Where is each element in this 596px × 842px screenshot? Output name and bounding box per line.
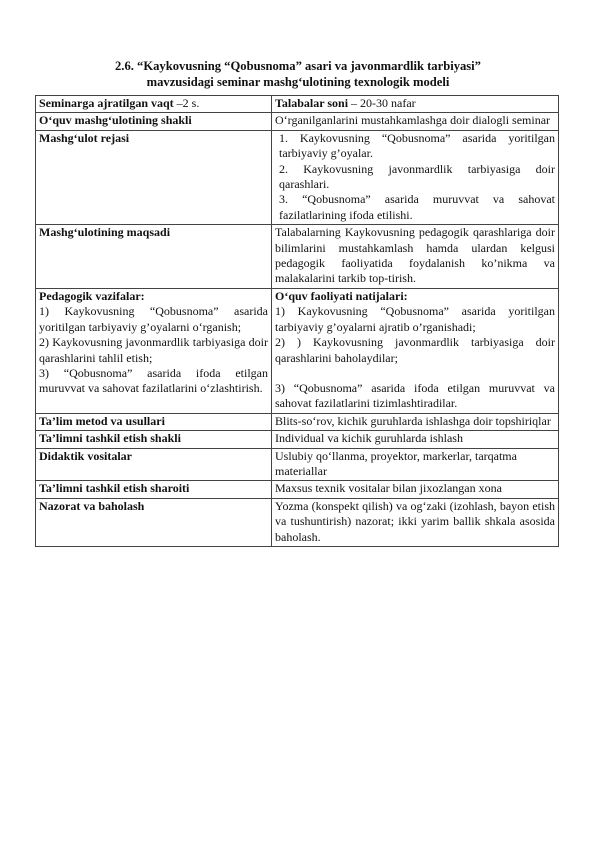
methods-value: Blits-so‘rov, kichik guruhlarda ishlashga doir topshiriqlar — [272, 413, 559, 430]
table-row — [36, 113, 559, 130]
students-count-label: Talabalar soni — [275, 96, 349, 110]
table-row — [36, 130, 559, 224]
organization-form-value: Individual va kichik guruhlarda ishlash — [272, 431, 559, 448]
lesson-goal-label: Mashg‘ulotining maqsadi — [36, 225, 272, 289]
lesson-plan-label: Mashg‘ulot rejasi — [36, 130, 272, 224]
assessment-label: Nazorat va baholash — [36, 498, 272, 546]
learning-outcomes-heading: O‘quv faoliyati natijalari: — [275, 288, 408, 303]
assessment-value: Yozma (konspekt qilish) va og‘zaki (izohlash, bayon etish va tushuntirish) nazorat; ikki yarim ballik shkala asosida baholash. — [272, 498, 559, 546]
outcome-item-1: 1) Kaykovusning “Qobusnoma” asarida yoritilgan tarbiyaviy g’oyalarni ajratib o’rganishadi; — [275, 304, 555, 334]
conditions-value: Maxsus texnik vositalar bilan jixozlangan xona — [272, 481, 559, 498]
table-row — [36, 431, 559, 448]
didactic-tools-label: Didaktik vositalar — [36, 448, 272, 481]
conditions-label: Ta’limni tashkil etish sharoiti — [36, 481, 272, 498]
table-row — [36, 481, 559, 498]
lesson-form-value: O‘rganilganlarini mustahkamlashga doir dialogli seminar — [272, 113, 559, 130]
lesson-goal-value: Talabalarning Kaykovusning pedagogik qarashlariga doir bilimlarini mustahkamlash hamda ulardan kelgusi pedagogik faoliyatida foydalanish ko’nikma va malakalarini tarkib top-tirish. — [272, 225, 559, 289]
students-count-cell — [272, 96, 559, 113]
lesson-plan-cell — [272, 130, 559, 224]
page-title — [40, 58, 556, 90]
learning-outcomes-cell — [272, 288, 559, 413]
organization-form-label: Ta’limni tashkil etish shakli — [36, 431, 272, 448]
title-line-2: mavzusidagi seminar mashg‘ulotining texnologik modeli — [146, 75, 450, 89]
pedagogical-tasks-heading: Pedagogik vazifalar: — [39, 288, 145, 303]
task-item-3: 3) “Qobusnoma” asarida ifoda etilgan muruvvat va sahovat fazilatlarini o‘zlashtirish. — [39, 365, 268, 396]
task-item-2: 2) Kaykovusning javonmardlik tarbiyasiga doir qarashlarini tahlil etish; — [39, 335, 268, 365]
outcome-item-2: 2) ) Kaykovusning javonmardlik tarbiyasiga doir qarashlarini baholaydilar; — [275, 335, 555, 365]
seminar-time-cell — [36, 96, 272, 113]
outcome-item-3: 3) “Qobusnoma” asarida ifoda etilgan muruvvat va sahovat fazilatlarini tizimlashtiradilar. — [275, 380, 555, 411]
title-line-1: 2.6. “Kaykovusning “Qobusnoma” asari va javonmardlik tarbiyasi” — [115, 59, 481, 73]
table-row — [36, 413, 559, 430]
table-row — [36, 288, 559, 413]
didactic-tools-value: Uslubiy qo‘llanma, proyektor, markerlar, tarqatma materiallar — [272, 448, 559, 481]
students-count-value: – 20-30 nafar — [348, 96, 416, 110]
table-row — [36, 96, 559, 113]
seminar-time-value: –2 s. — [173, 96, 200, 110]
lesson-form-label: O‘quv mashg‘ulotining shakli — [36, 113, 272, 130]
pedagogical-tasks-cell — [36, 288, 272, 413]
plan-item-2: 2. Kaykovusning javonmardlik tarbiyasiga doir qarashlari. — [279, 161, 555, 192]
task-item-1: 1) Kaykovusning “Qobusnoma” asarida yoritilgan tarbiyaviy g’oyalarni o‘rganish; — [39, 304, 268, 334]
seminar-time-label: Seminarga ajratilgan vaqt — [39, 96, 174, 110]
methods-label: Ta’lim metod va usullari — [36, 413, 272, 430]
technology-model-table — [35, 95, 559, 547]
plan-item-3: 3. “Qobusnoma” asarida muruvvat va sahovat fazilatlarining ifoda etilishi. — [279, 192, 555, 222]
table-row — [36, 498, 559, 546]
spacer — [275, 366, 555, 381]
table-row — [36, 225, 559, 289]
plan-item-1: 1. Kaykovusning “Qobusnoma” asarida yoritilgan tarbiyaviy g’oyalar. — [279, 130, 555, 161]
table-row — [36, 448, 559, 481]
